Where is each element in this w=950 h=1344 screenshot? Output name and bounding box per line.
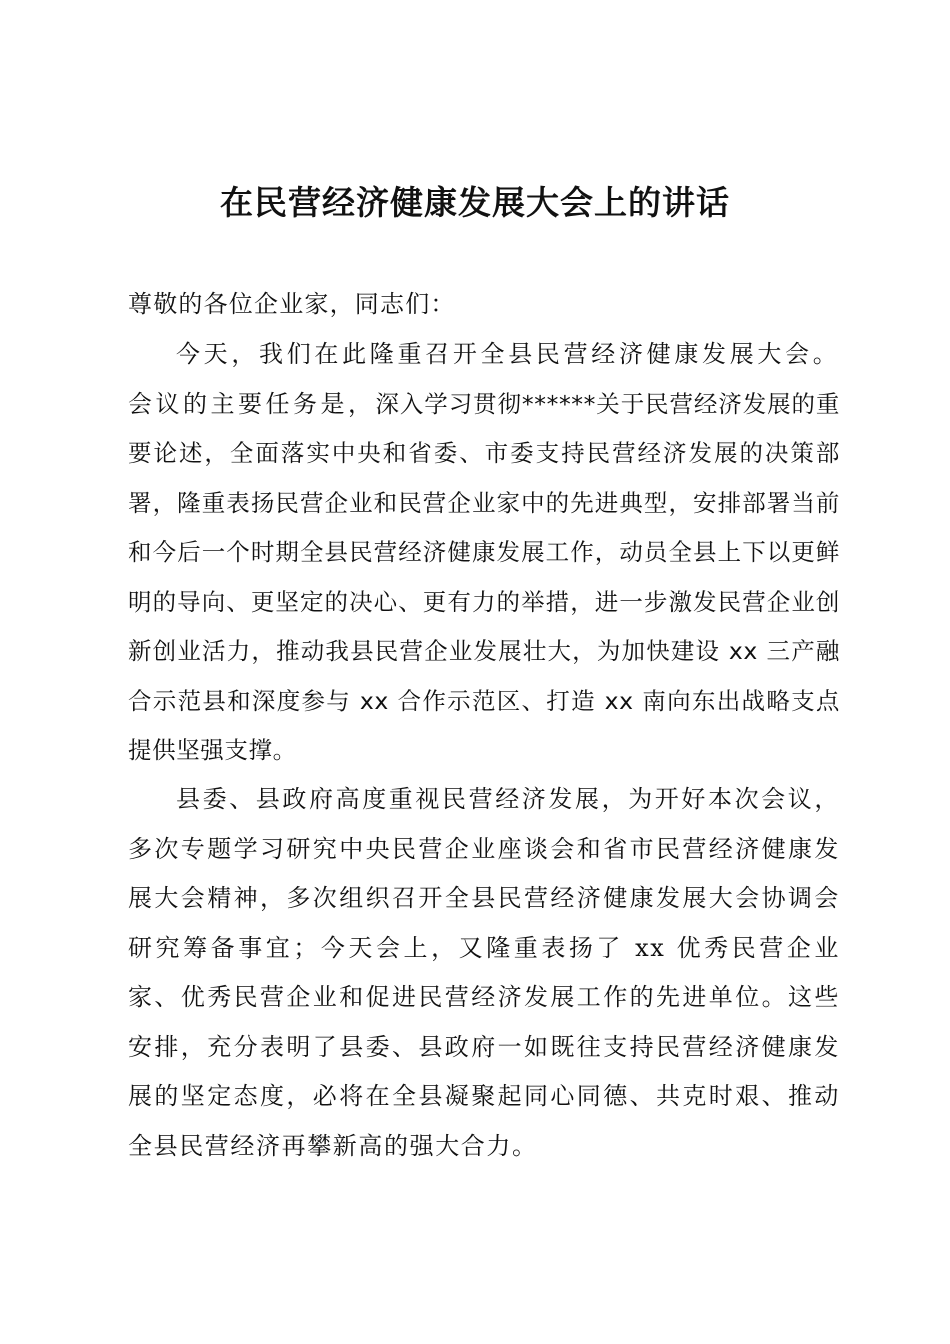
document-title: 在民营经济健康发展大会上的讲话 [220,183,730,222]
salutation: 尊敬的各位企业家，同志们： [128,290,456,318]
paragraph-1-emphasis: 深入学习贯彻******关于民营经济发展的重要论述，全面落实中央和省委、市委支持民营经济发展的决策部署，隆重表扬民营企业和民营企业家中的先进典型，安排部署当前和今后一个时期全县民营经济健康发展工作，动员全县上下以更鲜明的导向、更坚定的决心、更有力的举措，进一步激发民营企业创新创业活力，推动我县民营企业发展壮大，为加快建设 xx 三产融合示范县和深度参与 xx 合作示范区、打造 xx 南向东出战略支点提供坚强支撑。 [128,389,840,764]
paragraph-2: 县委、县政府高度重视民营经济发展，为开好本次会议，多次专题学习研究中央民营企业座谈会和省市民营经济健康发展大会精神，多次组织召开全县民营经济健康发展大会协调会研究筹备事宜；今天会上，又隆重表扬了 xx 优秀民营企业家、优秀民营企业和促进民营经济发展工作的先进单位。这些安排，充分表明了县委、县政府一如既往支持民营经济健康发展的坚定态度，必将在全县凝聚起同心同德、共克时艰、推动全县民营经济再攀新高的强大合力。 [128,785,840,1160]
paragraph-1 [128,330,840,776]
paragraph-1-intro: 今天，我们在此隆重召开全县民营经济健康发展大会。会议的主要任务是， [128,340,840,418]
